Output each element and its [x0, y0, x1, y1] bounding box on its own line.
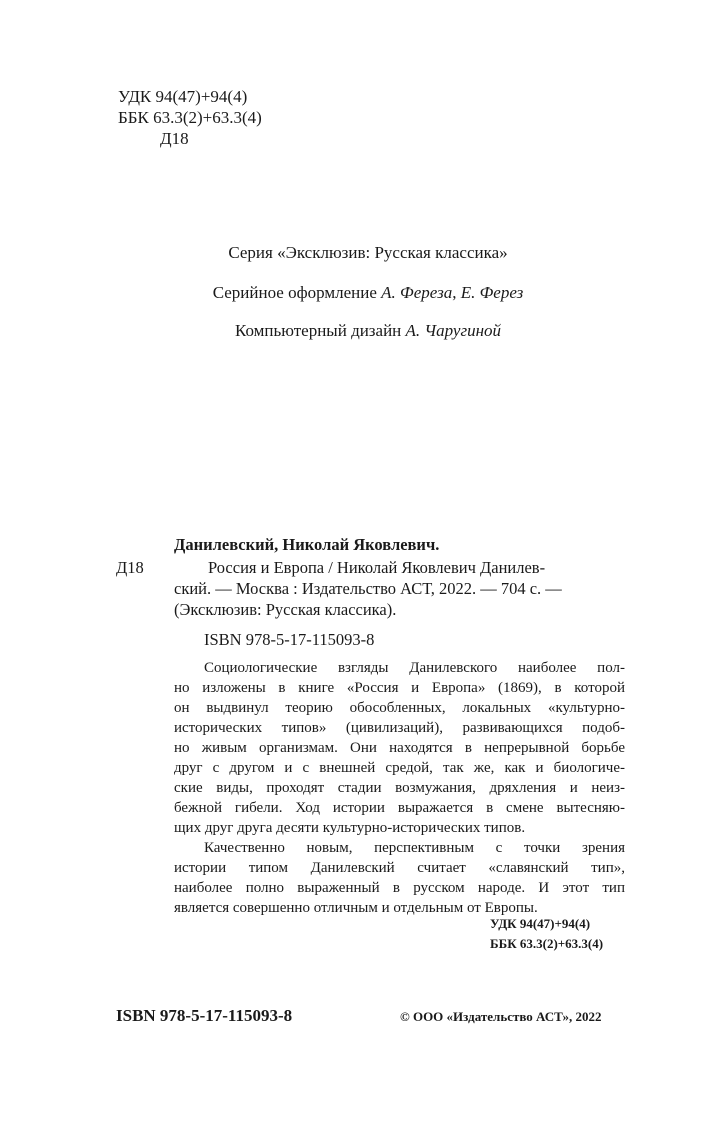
annotation-line: истории типом Данилевский считает «славянский тип»,	[174, 860, 625, 876]
computer-designer-name: А. Чаругиной	[405, 321, 502, 340]
computer-design-label: Компьютерный дизайн	[234, 321, 406, 340]
design-credit	[0, 283, 709, 303]
annotation-line: Качественно новым, перспективным с точки зрения	[204, 840, 625, 856]
annotation	[174, 658, 625, 918]
annotation-line: бежной гибели. Ход истории выражается в смене вытесняю-	[174, 800, 625, 816]
annotation-line: Социологические взгляды Данилевского наиболее пол-	[204, 660, 625, 676]
series-line: Серия «Эксклюзив: Русская классика»	[228, 243, 508, 262]
design-label: Серийное оформление	[212, 283, 382, 302]
catalog-line-1: Россия и Европа / Николай Яковлевич Данилев-	[208, 558, 546, 577]
bbk-code: ББК 63.3(2)+63.3(4)	[118, 108, 262, 127]
footer-isbn: ISBN 978-5-17-115093-8	[116, 1006, 293, 1025]
annotation-line: но изложены в книге «Россия и Европа» (1869), в которой	[174, 680, 625, 696]
design-separator: ,	[452, 283, 461, 302]
annotation-line: он выдвинул теорию обособленных, локальных «культурно-	[174, 700, 625, 716]
annotation-line: друг с другом и с внешней средой, так же, как и биологиче-	[174, 760, 625, 776]
author-mark: Д18	[160, 129, 189, 148]
catalog-isbn: ISBN 978-5-17-115093-8	[204, 630, 375, 649]
copyright: © ООО «Издательство АСТ», 2022	[400, 1009, 602, 1024]
designer-name-1: А. Фереза	[381, 283, 453, 302]
annotation-line: ские виды, проходят стадии возмужания, дряхления и неиз-	[174, 780, 625, 796]
udk-code: УДК 94(47)+94(4)	[118, 87, 248, 106]
designer-name-2: Е. Ферез	[460, 283, 524, 302]
annotation-line: наиболее полно выраженный в русском народе. И этот тип	[174, 880, 625, 896]
catalog-line-3: (Эксклюзив: Русская классика).	[174, 600, 397, 619]
annotation-line: но живым организмам. Они находятся в непрерывной борьбе	[174, 740, 625, 756]
catalog-author: Данилевский, Николай Яковлевич.	[174, 535, 440, 554]
annotation-line: является совершенно отличным и отдельным от Европы.	[174, 900, 538, 916]
bottom-bbk-code: ББК 63.3(2)+63.3(4)	[490, 936, 604, 951]
catalog-line-2: ский. — Москва : Издательство АСТ, 2022. — 704 с. —	[174, 579, 562, 598]
computer-design-credit	[0, 321, 709, 341]
annotation-line: щих друг друга десяти культурно-исторических типов.	[174, 820, 526, 836]
catalog-mark: Д18	[116, 558, 144, 577]
annotation-line: исторических типов» (цивилизаций), развивающихся подоб-	[174, 720, 625, 736]
bottom-udk-code: УДК 94(47)+94(4)	[490, 916, 591, 931]
